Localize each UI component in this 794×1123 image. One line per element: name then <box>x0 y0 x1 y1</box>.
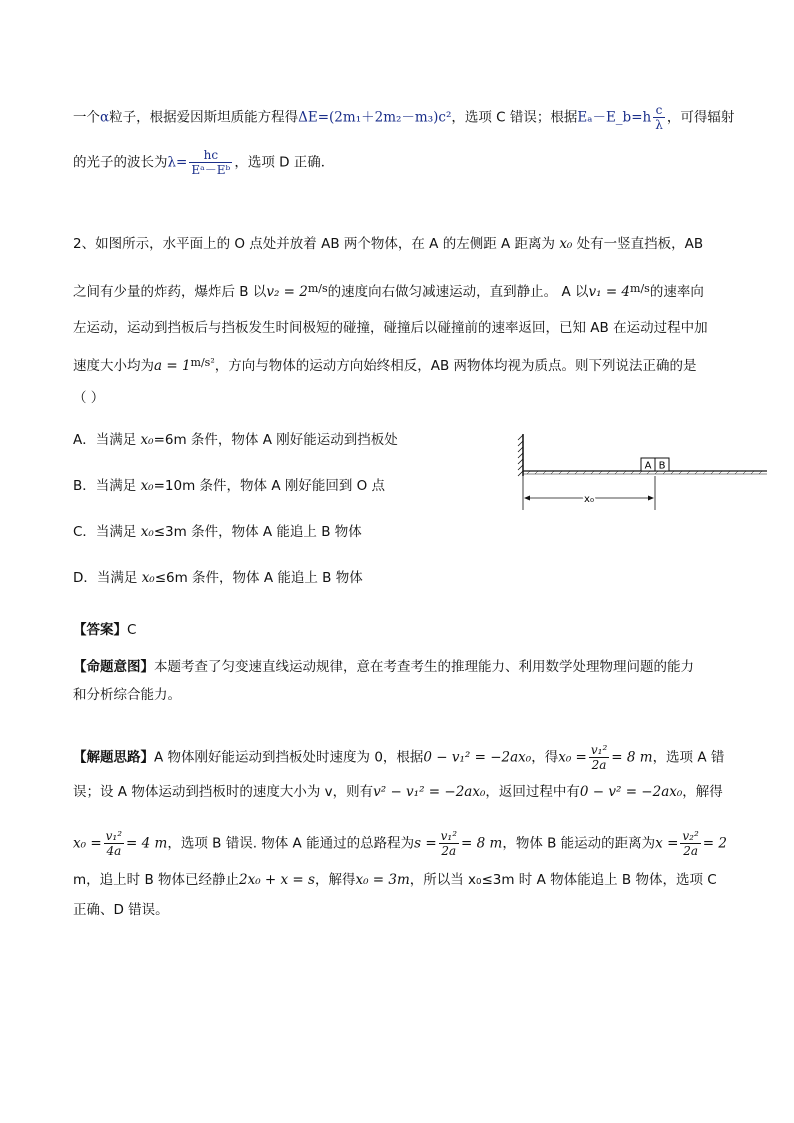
option-c[interactable] <box>73 522 362 542</box>
text: ，可得辐射 <box>666 109 735 126</box>
fraction-numerator: v₁² <box>440 829 458 843</box>
acceleration-value: a = 1 <box>154 358 191 374</box>
text: 处有一竖直挡板，AB <box>576 236 704 252</box>
fraction-denominator: 2a <box>439 843 459 858</box>
fraction-denominator: λ <box>655 118 663 132</box>
solution-line-4 <box>73 870 717 890</box>
text: ，选项 D 正确． <box>234 154 335 171</box>
text: ，方向与物体的运动方向始终相反，AB 两物体均视为质点。则下列说法正确的是 <box>214 358 697 374</box>
intent-label: 【命题意图】 <box>73 659 154 675</box>
text: 速度大小均为 <box>73 358 154 374</box>
text: 一个 <box>73 109 100 126</box>
option-text: =10m 条件，物体 A 刚好能回到 O 点 <box>153 478 386 494</box>
unit: m/s² <box>190 356 215 369</box>
text: 左运动，运动到挡板后与挡板发生时间极短的碰撞，碰撞后以碰撞前的速率返回，已知 AB 在运动过程中加 <box>73 320 708 336</box>
unit: m/s <box>307 282 328 295</box>
wall-hatch <box>518 434 523 476</box>
option-d[interactable] <box>73 568 363 588</box>
answer-blank: （ ） <box>73 390 105 406</box>
text: A 物体刚好能运动到挡板处时速度为 0，根据 <box>154 749 424 766</box>
text: 粒子，根据爱因斯坦质能方程得 <box>109 109 299 126</box>
option-prefix: D．当满足 <box>73 570 142 586</box>
equation: x = <box>655 835 679 852</box>
arrow-right-icon <box>648 496 654 501</box>
answer-value: C <box>127 622 137 638</box>
text: ，所以当 x₀≤3m 时 A 物体能追上 B 物体，选项 C <box>409 872 717 888</box>
equation: s = <box>414 835 437 852</box>
solution-line-1 <box>73 743 724 772</box>
option-prefix: A．当满足 <box>73 432 141 448</box>
fraction <box>439 829 459 858</box>
fraction-numerator: hc <box>203 148 219 162</box>
dimension-label: x₀ <box>584 494 594 505</box>
v1-value: v₁ = 4 <box>588 284 631 300</box>
option-a[interactable] <box>73 430 398 450</box>
text: ，解得 <box>314 872 356 888</box>
equation: = 2 <box>702 835 727 852</box>
c-over-lambda-fraction <box>653 103 665 132</box>
equation: x₀ = <box>73 835 102 852</box>
text: 本题考查了匀变速直线运动规律，意在考查考生的推理能力、利用数学处理物理问题的能力 <box>154 659 694 675</box>
x0-symbol: x₀ <box>140 478 154 494</box>
x0-symbol: x₀ <box>141 570 155 586</box>
intro-line-2 <box>73 148 334 177</box>
arrow-left-icon <box>524 496 530 501</box>
solution-label: 【解题思路】 <box>73 749 154 766</box>
text: 正确、D 错误。 <box>73 902 169 918</box>
equation: = 8 m <box>461 835 503 852</box>
option-b[interactable] <box>73 476 385 496</box>
text: ，选项 A 错 <box>652 749 725 766</box>
equation: = 8 m <box>611 749 653 766</box>
question-line-5 <box>73 388 104 408</box>
option-text: ≤3m 条件，物体 A 能追上 B 物体 <box>153 524 362 540</box>
question-line-3 <box>73 318 708 338</box>
fraction <box>680 829 700 858</box>
text: 2、如图所示，水平面上的 O 点处并放着 AB 两个物体，在 A 的左侧距 A 距离为 <box>73 236 556 252</box>
answer-label: 【答案】 <box>73 622 127 638</box>
energy-equation: Eₐ－E_b=h <box>577 109 652 126</box>
intent-line-1 <box>73 657 694 677</box>
fraction-denominator: Eᵃ－Eᵇ <box>191 163 231 177</box>
text: ，返回过程中有 <box>485 784 580 800</box>
text: 和分析综合能力。 <box>73 687 181 703</box>
text: 之间有少量的炸药，爆炸后 B 以 <box>73 284 267 300</box>
fraction-denominator: 2a <box>680 843 700 858</box>
question-line-4 <box>73 353 697 376</box>
text: ，解得 <box>682 784 723 800</box>
fraction <box>589 743 609 772</box>
fraction-denominator: 2a <box>589 757 609 772</box>
physics-diagram <box>515 430 770 515</box>
solution-line-3 <box>73 829 727 858</box>
text: ，选项 C 错误；根据 <box>451 109 578 126</box>
fraction-numerator: v₁² <box>590 743 608 757</box>
question-line-1 <box>73 234 703 254</box>
text: 的光子的波长为 <box>73 154 168 171</box>
text: ，得 <box>531 749 559 766</box>
x0-symbol: x₀ <box>140 432 154 448</box>
solution-line-2 <box>73 782 723 802</box>
solution-line-5 <box>73 900 169 920</box>
option-text: =6m 条件，物体 A 刚好能运动到挡板处 <box>153 432 398 448</box>
equation: 2x₀ + x = s <box>239 872 315 888</box>
equation: 0 − v₁² = −2ax₀ <box>423 749 532 766</box>
equation: = 4 m <box>126 835 168 852</box>
equation: v² − v₁² = −2ax₀ <box>373 784 486 800</box>
text: 误；设 A 物体运动到挡板时的速度大小为 v，则有 <box>73 784 374 800</box>
option-text: ≤6m 条件，物体 A 能追上 B 物体 <box>154 570 363 586</box>
intro-line-1 <box>73 103 734 132</box>
text: m，追上时 B 物体已经静止 <box>73 872 239 888</box>
lambda-symbol: λ= <box>167 154 188 171</box>
mass-energy-equation: ΔE=(2m₁＋2m₂－m₃)c² <box>298 109 452 126</box>
option-prefix: B．当满足 <box>73 478 141 494</box>
fraction-denominator: 4a <box>104 843 124 858</box>
question-line-2 <box>73 279 704 302</box>
intent-line-2 <box>73 685 181 705</box>
text: 的速率向 <box>649 284 704 300</box>
text: ，物体 B 能运动的距离为 <box>502 835 656 852</box>
x0-symbol: x₀ <box>559 236 573 252</box>
block-b-label: B <box>658 460 666 472</box>
fraction <box>104 829 124 858</box>
equation: x₀ = <box>558 749 587 766</box>
block-a-label: A <box>644 460 652 472</box>
equation: 0 − v² = −2ax₀ <box>579 784 683 800</box>
unit: m/s <box>630 282 650 295</box>
x0-symbol: x₀ <box>140 524 154 540</box>
option-prefix: C．当满足 <box>73 524 141 540</box>
wavelength-fraction <box>189 148 232 177</box>
alpha-symbol: α <box>100 109 110 126</box>
text: 的速度向右做匀减速运动，直到静止。 A 以 <box>327 284 589 300</box>
text: ，选项 B 错误. 物体 A 能通过的总路程为 <box>167 835 415 852</box>
fraction-numerator: c <box>655 103 663 117</box>
v2-value: v₂ = 2 <box>266 284 308 300</box>
equation: x₀ = 3m <box>355 872 410 888</box>
answer-line <box>73 620 136 640</box>
fraction-numerator: v₂² <box>682 829 699 843</box>
fraction-numerator: v₁² <box>105 829 123 843</box>
